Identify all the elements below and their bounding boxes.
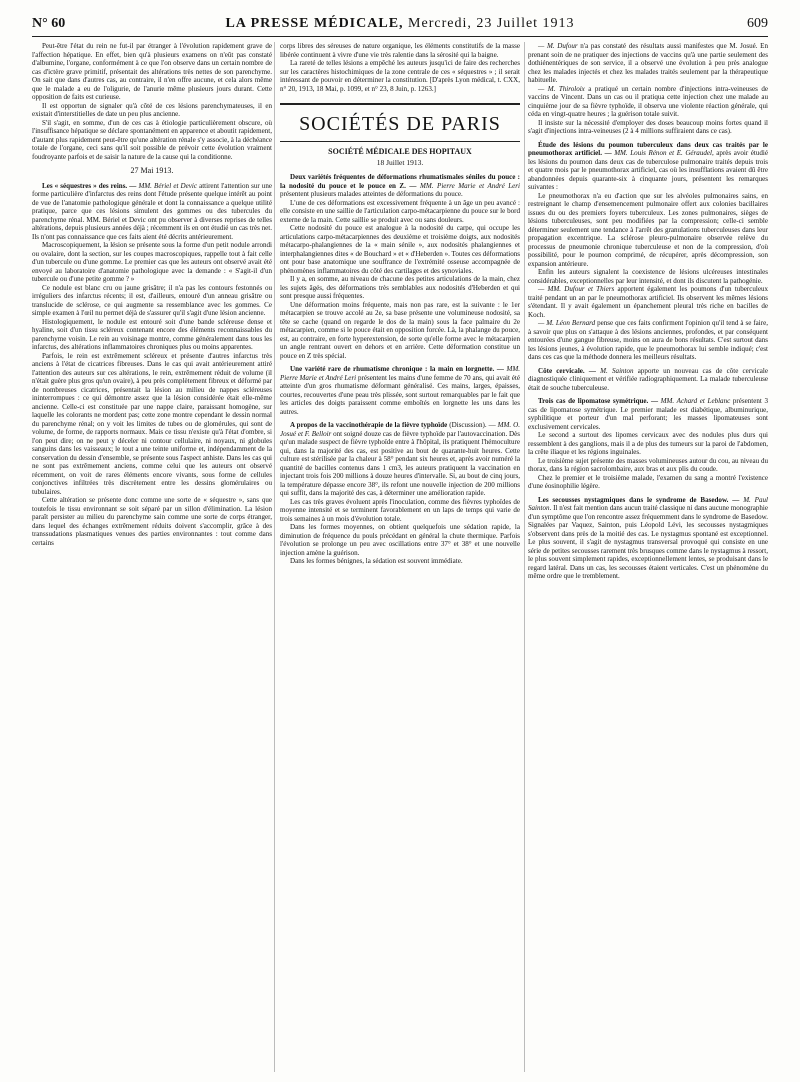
paragraph: Dans les formes bénignes, la sédation est souvent immédiate. xyxy=(290,557,463,565)
article-authors: MM. Louis Rénon et E. Géraudel xyxy=(614,149,712,157)
paragraph: corps libres des séreuses de nature organique, les éléments constitutifs de la masse libérée continuent à vivre d'une vie très ralentie dans la sérosité qui la baigne. xyxy=(280,42,520,59)
article-heading: Les « séquestres » des reins. — xyxy=(42,181,139,190)
article-heading: Les secousses nystagmiques dans le syndrome de Basedow. — xyxy=(538,495,744,504)
date-line: 27 Mai 1913. xyxy=(130,166,174,175)
article-authors: MM. Pierre Marie et André Leri xyxy=(280,365,520,382)
article-heading: Deux variétés fréquentes de déformations rhumatismales séniles du pouce : la nodosité du pouce et le pouce en Z. — xyxy=(280,173,520,190)
speaker-name: — M. Léon Bernard xyxy=(538,319,596,327)
column-divider xyxy=(524,42,525,1072)
section-title: SOCIÉTÉS DE PARIS xyxy=(280,103,520,142)
paragraph: Le pneumothorax n'a eu d'action que sur les alvéoles pulmonaires sains, en restreignant le champ d'ensemencement pulmonaire offert aux colonies bacillaires issues du ou des premiers foyers tuberculeux. Les zones pulmonaires, sièges de lésions tuberculeuses, sont peu modifiées par la compression; celle-ci semble déterminer seulement une tendance à l'arrêt des granulations tuberculeuses dans leur propagation excentrique. La sclérose pleuro-pulmonaire observée relève du processus de pneumonie chronique tuberculeuse et non de la compression, d'où possibilité, pour le poumon comprimé, de récupérer, après décompression, son expansion antérieure. xyxy=(528,191,768,268)
society-date: 18 Juillet 1913. xyxy=(376,157,424,167)
paragraph-text: pense que ces faits confirment l'opinion qu'il tend à se faire, à savoir que plus on s'attaque à des lésions anciennes, profondes, et par conséquent entourées d'une gangue fibreuse, moins on aura de bons résultats. C'est surtout dans les lésions jeunes, à évolution rapide, que le pneumothorax lui semble indiqué; c'est dans ces cas que la méthode donnera les meilleurs résultats. xyxy=(528,319,768,361)
paragraph: Parfois, le rein est extrêmement scléreux et présente d'autres infarctus très anciens à l'état de cicatrices fibreuses. Dans le cas qui avait antérieurement attiré l'attention des auteurs sur ces altérations, le rein, extrêmement réduit de volume (il n'était guère plus gros qu'un ovaire), à peu près complètement fibreux et déformé par de nombreuses cicatrices, présentait la lésion au milieu de nappes scléreuses ininterrompues : ce qui démontre assez que la lésion considérée était elle-même ancienne. Celle-ci est constituée par une nappe claire, paraissant homogène, sur laquelle les colorants ne mordent pas; cette zone montre cependant le dessin normal du parenchyme rénal; on y voit les limites de tubes ou de glomérules, qui sont de volume, de forme, de rapports normaux. Mais ce tissu n'existe qu'à l'état d'ombre, si l'on peut dire; on ne peut y déceler ni contour cellulaire, ni noyaux, ni globules sanguins dans les vaisseaux; le tout a une teinte uniforme et, indépendamment de la conservation du dessin d'ensemble, se présente sous l'aspect anhiste. Dans les cas qui ne sont pas extrêmement anciens, comme celui que les auteurs ont observé récemment, on voit de rares éléments encore vivants, sous forme de cellules conjonctives infiltrées très discrètement entre les dessins glomérulaires ou tubulaires. xyxy=(32,351,272,496)
paragraph: Le troisième sujet présente des masses volumineuses autour du cou, au niveau du thorax, dans la région sacrolombaire, aux bras et aux plis du coude. xyxy=(528,456,768,473)
article-text: , après avoir étudié les lésions du poumon dans deux cas de tuberculose pulmonaire traités depuis trois et quatre mois par le pneumothorax artificiel, cas où les insufflations avaient dû être abandonnées depuis quarante-six à cinquante jours, présentent les remarques suivantes : xyxy=(528,149,768,191)
speaker-name: — MM. Dufour et Thiers xyxy=(538,285,615,293)
paragraph: S'il s'agit, en somme, d'un de ces cas à étiologie particulièrement obscure, où l'insuffisance hépatique se déclare spontanément en apparence et aboutit rapidement, d'autant plus rapidement peut-être qu'une altération rénale s'y associe, à la déchéance totale de l'organe, ceci sans qu'il soit possible de prévoir cette évolution vraiment foudroyante parfois et de saisir la nature de la cause qui la conditionne. xyxy=(32,118,272,161)
issue-number: N° 60 xyxy=(32,16,66,31)
article-heading: A propos de la vaccinothérapie de la fièvre typhoïde xyxy=(290,421,448,429)
article-lead xyxy=(528,141,768,192)
paragraph: La rareté de telles lésions a empêché les auteurs jusqu'ici de faire des recherches sur les caractères histochimiques de la zone centrale de ces « séquestres » ; il serait intéressant de pouvoir en déterminer la constitution. [D'après Lyon médical, t. CXX, n° 20, 1913, 18 Mai, p. 1099, et n° 23, 8 Juin, p. 1263.] xyxy=(280,59,520,93)
paragraph: Le second a surtout des lipomes cervicaux avec des nodules plus durs qui ressemblent à des ganglions, mais il a de plus des tumeurs sur la paroi de l'abdomen, la crête iliaque et les régions inguinales. xyxy=(528,431,768,456)
article-text: présentent les mains d'une femme de 70 ans, qui avait été atteinte d'un gros rhumatisme déformant généralisé. Ces mains, larges, épaisses, courtes, recouvertes d'une peau très plissée, sont surtout remarquables par le fait que les articles des doigts paraissent comme emboîtés en lorgnette les uns dans les autres. xyxy=(280,373,520,416)
paragraph-text: a pratiqué un certain nombre d'injections intra-veineuses de vaccins de Vincent. Dans un cas ou il pratiqua cette injection chez une malade au cinquième jour de sa fièvre typhoïde, il observa une violente réaction générale, qui céda en vingt-quatre heures ; la guérison totale suivit. xyxy=(528,84,768,118)
article-authors: MM. Bériel et Devic xyxy=(138,181,197,190)
article-text: présentent plusieurs malades atteintes de déformations du pouce. xyxy=(280,190,463,198)
society-name: SOCIÉTÉ MÉDICALE DES HOPITAUX xyxy=(328,147,472,156)
article-authors: MM. Pierre Marie et André Leri xyxy=(419,181,520,190)
paragraph: Il insiste sur la nécessité d'employer des doses beaucoup moins fortes quand il s'agit d'injections intra-veineuses (2 à 4 millions suffiraient dans ce cas). xyxy=(528,118,768,135)
article-heading-suffix: (Discussion). — xyxy=(447,421,498,429)
article-heading: Une variété rare de rhumatisme chronique : la main en lorgnette. — xyxy=(290,365,507,373)
paragraph xyxy=(528,285,768,319)
article-heading: Trois cas de lipomatose symétrique. — xyxy=(538,397,661,405)
column-3 xyxy=(528,42,768,1076)
paragraph xyxy=(528,85,768,119)
article-authors: MM. Achard et Leblanc xyxy=(660,397,731,405)
paragraph: Macroscopiquement, la lésion se présente sous la forme d'un petit nodule arrondi ou ovalaire, dont la section, sur les coupes macroscopiques, rappelle tout à fait celle d'un tubercule ou d'une gomme. Le premier cas que les auteurs ont observé avait été envoyé au laboratoire d'anatomie pathologique avec la demande : « S'agit-il d'un tubercule ou d'une petite gomme ? » xyxy=(32,241,272,283)
article-lead xyxy=(32,182,272,242)
paragraph: Cette altération se présente donc comme une sorte de « séquestre », sans que toutefois le tissu environnant se soit séparé par un sillon d'élimination. La lésion paraît persister au milieu du parenchyme sain comme une sorte de corps étranger, dans lequel des échanges extrêmement réduits doivent s'accomplir, grâce à des transsudations plasmatiques venues des parties environnantes : tout comme dans certains xyxy=(32,496,272,547)
article-authors: M. Sainton xyxy=(600,366,634,375)
journal-title xyxy=(32,16,768,32)
article-text: . Il n'est fait mention dans aucun traité classique ni dans aucune monographie d'un symptôme que l'on rencontre assez fréquemment dans le syndrome de Basedow. Signalées par Vaquez, Sainton, puis Léopold Lévi, les secousses nystagmiques s'observent dans près de la moitié des cas. Le nystagmus spontané est exceptionnel. Le plus souvent, il s'agit de nystagmus transversal provoqué qui consiste en une série de petites secousses rarement très brusques comme dans le nystagmus à ressort, le plus souvent simplement rapides, exceptionnellement lentes, se produisant dans le regard latéral. Dans un cas, les secousses étaient verticales. C'est un phénomène du même ordre que le tremblement. xyxy=(528,504,768,580)
header-rule xyxy=(32,36,768,37)
paragraph: Chez le premier et le troisième malade, l'examen du sang a montré l'existence d'une éosinophilie légère. xyxy=(528,473,768,490)
article-lead xyxy=(528,496,768,581)
speaker-name: — M. Dufour xyxy=(538,42,578,50)
issue-date: Mercredi, 23 Juillet 1913 xyxy=(403,16,575,31)
paragraph: Enfin les auteurs signalent la coexistence de lésions ulcéreuses intestinales considérables, exceptionnelles par leur intensité, et dont ils discutent la pathogénie. xyxy=(528,268,768,285)
article-lead xyxy=(280,173,520,199)
article-lead xyxy=(528,397,768,431)
paragraph xyxy=(528,42,768,85)
paragraph-text: apportent également les poumons d'un tuberculeux traité pendant un an par le pneumothorax artificiel. Ils observent les mêmes lésions s'étendant. Il y avait également un épanchement pleural très riche en bacilles de Koch. xyxy=(528,285,768,319)
article-text: apporte un nouveau cas de côte cervicale diagnostiquée cliniquement et vérifiée radiographiquement. La malade tuberculeuse était de souche tuberculeuse. xyxy=(528,366,768,392)
paragraph: Il y a, en somme, au niveau de chacune des petites articulations de la main, chez les sujets âgés, des déformations très semblables aux nodosités d'Heberden et qui sont presque aussi fréquentes. xyxy=(280,275,520,300)
article-lead xyxy=(528,367,768,393)
article-text: attirent l'attention sur une forme particulière d'infarctus des reins dont l'étude présente quelque intérêt au point de vue de l'anatomie pathologique générale et dont la connaissance a quelque utilité pratique, parce que ces lésions simulent des gommes ou des tubercules du parenchyme rénal. MM. Bériel et Devic ont pu observer à diverses reprises de telles altérations, depuis plusieurs années déjà ; récemment ils en ont étudié un cas très net. Ils n'ont pas connaissance que ces faits aient été décrits antérieurement. xyxy=(32,181,272,241)
page-number: 609 xyxy=(747,16,768,31)
column-2 xyxy=(280,42,520,1076)
paragraph: Il est opportun de signaler qu'à côté de ces lésions parenchymateuses, il en existait d'interstitielles de date un peu plus ancienne. xyxy=(32,101,272,118)
article-text: ont soigné douze cas de fièvre typhoïde par l'autovaccination. Dès qu'un malade suspect de fièvre typhoïde entre à l'hôpital, ils pratiquent l'hémoculture qui, dans la majorité des cas, est positive au bout de quarante-huit heures. Cette culture est stérilisée par la chaleur à 58° pendant six heures et, après avoir numéré la quantité de bacilles contenus dans 1 cm3, les auteurs pratiquent la vaccination en injectant trois fois 200 millions à douze heures d'intervalle. Si, au bout de cinq jours, la température dépasse encore 38°, ils refont une nouvelle injection de 200 millions qui suffit, dans la majorité des cas, à déterminer une amélioration rapide. xyxy=(280,429,520,497)
article-text: présentent 3 cas de lipomatose symétrique. Le premier malade est diabétique, albuminurique, syphilitique et porteur d'un mal perforant; les masses lipomateuses sont exclusivement cervicales. xyxy=(528,397,768,431)
paragraph: Cette nodosité du pouce est analogue à la nodosité du carpe, qui occupe les articulations carpo-métacarpiennes des deuxième et troisième doigts, aux nodosités métacarpo-phalangiennes de la « main sénile », aux nodosités phalangiennes et interphalangiennes dites « de Bouchard » et « d'Heberden ». Toutes ces déformations ont pour base anatomique une souffrance de l'extrémité osseuse accompagnée de phénomènes inflammatoires du côté des cartilages et des synoviales. xyxy=(280,224,520,275)
paragraph: Dans les formes moyennes, on obtient quelquefois une sédation rapide, la diminution de fréquence du pouls précédant en général la chute thermique. Parfois l'évolution se prolonge un peu avec oscillations entre 37° et 38° et une nouvelle injection amène la guérison. xyxy=(280,523,520,557)
paragraph-text: n'a pas constaté des résultats aussi manifestes que M. Josué. En prenant soin de ne pratiquer des injections de vaccins qu'à une partie seulement des dothiénentériques de son service, il a observé une évolution à peu près analogue chez les malades injectés et chez les malades traités seulement par la thérapeutique habituelle. xyxy=(528,42,768,84)
article-lead xyxy=(280,421,520,498)
article-heading: Étude des lésions du poumon tuberculeux dans deux cas traités par le pneumothorax artificiel. — xyxy=(528,140,768,157)
article-lead xyxy=(280,365,520,416)
paragraph: L'une de ces déformations est excessivement fréquente à un âge un peu avancé : elle consiste en une saillie de l'articulation carpo-métacarpienne du pouce sur le bord externe de la main. Cette saillie se produit avec ou sans douleurs. xyxy=(280,198,520,224)
article-authors: M. Paul Sainton xyxy=(528,495,768,512)
paragraph: Une déformation moins fréquente, mais non pas rare, est la suivante : le 1er métacarpien se trouve accolé au 2e, sa base présente une volumineuse nodosité, sa tête se cache (quand on regarde le dos de la main) sous la face palmaire du 2e métacarpien, comme si le pouce était en opposition forcée. Là, la phalange du pouce, est, au contraire, en forte hyperextension, de sorte qu'elle forme avec le métacarpien un angle rentrant ouvert en dehors et en arrière. Cette déformation constitue un pouce en Z très spécial. xyxy=(280,300,520,360)
paragraph xyxy=(528,319,768,362)
article-heading: Côte cervicale. — xyxy=(538,366,601,375)
speaker-name: — M. Thiroloix xyxy=(538,84,585,93)
paragraph: Histologiquement, le nodule est entouré soit d'une bande scléreuse dense et hyaline, soit d'un tissu scléreux contenant encore des éléments reconnaissables du parenchyme voisin. Le rein au voisinage montre, comme généralement dans tous les infarctus, des altérations inflammatoires chroniques plus ou moins apparentes. xyxy=(32,317,272,351)
journal-name: LA PRESSE MÉDICALE, xyxy=(225,16,404,31)
column-1 xyxy=(32,42,272,1076)
paragraph: Les cas très graves évoluent après l'inoculation, comme des fièvres typhoïdes de moyenne intensité et se terminent favorablement en un laps de temps qui varie de trois semaines à un mois d'évolution totale. xyxy=(280,497,520,523)
column-divider xyxy=(274,42,275,1072)
paragraph: Peut-être l'état du rein ne fut-il par étranger à l'évolution rapidement grave de l'affection hépatique. En effet, bien qu'à plusieurs examens on n'eût pas constaté d'albumine, l'organe, conformément à ce que l'on observe dans un certain nombre de cas d'ictère grave primitif, présentait des altérations très nettes de son parenchyme. On sait que dans d'autres cas, au contraire, il n'en offre aucune, et cela alors même que le malade a eu de l'oligurie, de l'anurie même plusieurs jours durant. Cette opposition de faits est curieuse. xyxy=(32,42,272,101)
page-header xyxy=(32,14,768,36)
article-authors: MM. O. Josué et F. Belloir xyxy=(280,421,520,438)
paragraph: Ce nodule est blanc cru ou jaune grisâtre; il n'a pas les contours festonnés ou irréguliers des infarctus récents; il est, d'ailleurs, entouré d'un anneau grisâtre ou translucide de sclérose, ce qui augmente sa ressemblance avec les gommes. Ce simple examen à l'œil nu permet déjà de s'assurer qu'il s'agit d'une lésion ancienne. xyxy=(32,283,272,317)
